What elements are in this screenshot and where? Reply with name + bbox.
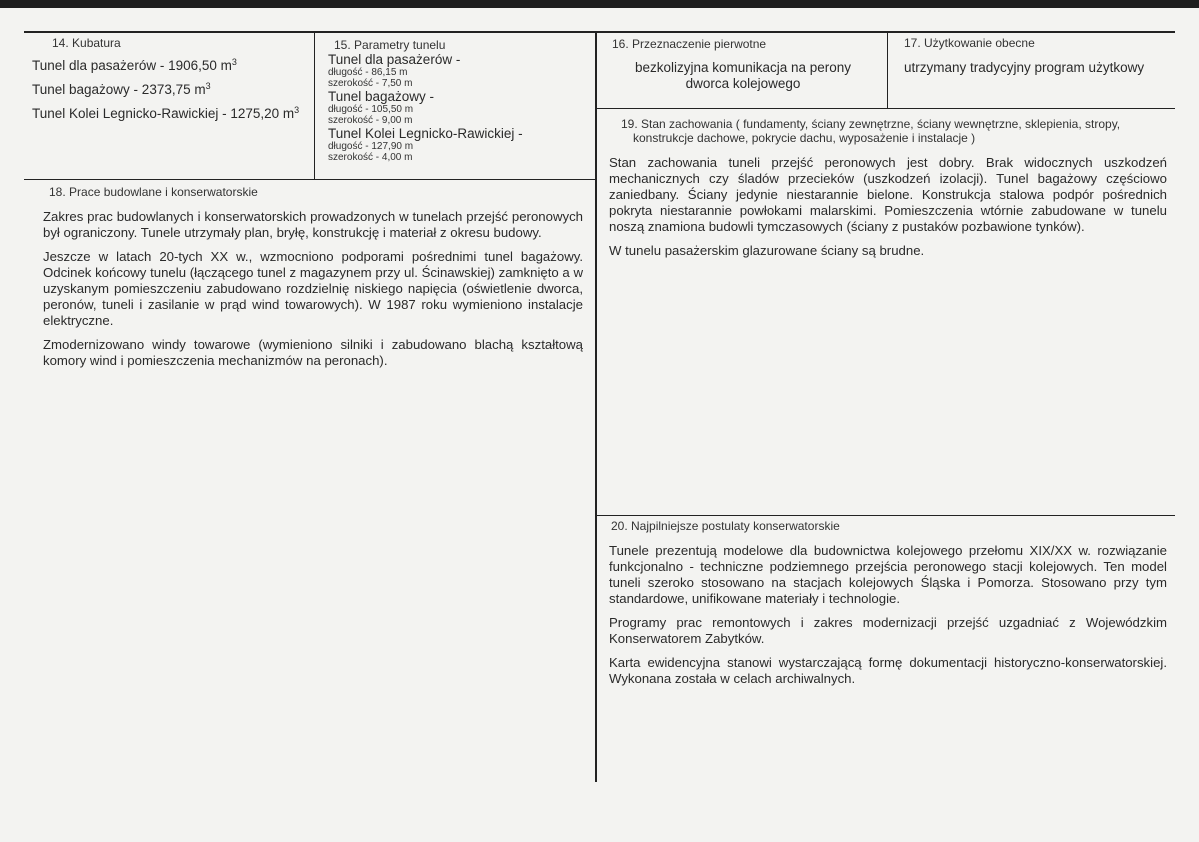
paragraph: Jeszcze w latach 20-tych XX w., wzmocniono podporami pośrednimi tunel bagażowy. Odcinek końcowy tunelu (łączącego tunel z magazynem przy ul. Ścinawskiej) zamknięto a w uzyskanym pomieszczeniu zabudowano rozdzielnię niskiego napięcia (oświetlenie dworca, peronów, tuneli i zasilanie w prąd wind towarowych). W 1987 roku wymieniono instalacje elektryczne.	[43, 249, 583, 328]
paragraph: Karta ewidencyjna stanowi wystarczającą formę dokumentacji historyczno-konserwatorskiej. Wykonana została w celach archiwalnych.	[609, 655, 1167, 686]
center-rule	[595, 31, 597, 782]
tunnel-name: Tunel bagażowy -	[328, 89, 435, 104]
volume-line: Tunel Kolei Legnicko-Rawickiej - 1275,20 $m^3$	[32, 105, 300, 121]
section-19-stan	[609, 117, 1167, 267]
section-heading: 20. Najpilniejsze postulaty konserwatorskie	[611, 519, 840, 533]
scan-top-edge	[0, 0, 1199, 8]
tunnel-name: Tunel Kolei Legnicko-Rawickiej -	[328, 126, 523, 141]
section-18-prace	[43, 185, 583, 377]
section-15-parametry	[328, 38, 594, 163]
section-heading: 18. Prace budowlane i konserwatorskie	[49, 185, 258, 199]
top-rule	[24, 31, 1175, 33]
volume-line: Tunel bagażowy - 2373,75 $m^3$	[32, 81, 211, 97]
section-heading: 16. Przeznaczenie pierwotne	[612, 37, 767, 51]
tunnel-length: długość - 127,90 m	[328, 141, 414, 152]
tunnel-name: Tunel dla pasażerów -	[328, 52, 461, 67]
rule-16-17	[887, 31, 888, 109]
current-use-text: utrzymany tradycyjny program użytkowy	[904, 60, 1145, 75]
rule-below-16-17	[597, 108, 1175, 109]
section-16-przeznaczenie	[612, 37, 884, 92]
section-heading: 19. Stan zachowania ( fundamenty, ściany zewnętrzne, ściany wewnętrzne, sklepienia, stropy, konstrukcje dachowe, pokrycie dachu, wyposażenie i instalacje )	[621, 117, 1121, 145]
section-14-kubatura	[32, 36, 314, 122]
purpose-text: bezkolizyjna komunikacja na perony dworca kolejowego	[634, 60, 852, 91]
section-17-uzytkowanie	[904, 36, 1175, 76]
tunnel-width: szerokość - 7,50 m	[328, 78, 413, 89]
section-heading: 15. Parametry tunelu	[334, 38, 446, 52]
section-20-postulaty	[609, 519, 1167, 695]
paragraph: Programy prac remontowych i zakres modernizacji przejść uzgadniać z Wojewódzkim Konserwatorem Zabytków.	[609, 615, 1167, 646]
volume-line: Tunel dla pasażerów - 1906,50 $m^3$	[32, 57, 237, 73]
rule-below-14-15	[24, 179, 596, 180]
rule-14-15	[314, 33, 315, 180]
paragraph: Tunele prezentują modelowe dla budownictwa kolejowego przełomu XIX/XX w. rozwiązanie funkcjonalno - techniczne podziemnego przejścia peronowego stacji kolejowych. Ten model tuneli szeroko stosowano na stacjach kolejowych Śląska i Pomorza. Stosowano przy tym standardowe, unifikowane materiały i technologie.	[609, 543, 1167, 606]
tunnel-width: szerokość - 9,00 m	[328, 115, 413, 126]
rule-above-20	[597, 515, 1175, 516]
section-heading: 17. Użytkowanie obecne	[904, 36, 1035, 50]
tunnel-length: długość - 86,15 m	[328, 67, 408, 78]
paragraph: Zakres prac budowlanych i konserwatorskich prowadzonych w tunelach przejść peronowych był ograniczony. Tunele utrzymały plan, bryłę, konstrukcję i materiał z okresu budowy.	[43, 209, 583, 240]
paragraph: W tunelu pasażerskim glazurowane ściany są brudne.	[609, 243, 925, 258]
tunnel-width: szerokość - 4,00 m	[328, 152, 413, 163]
paragraph: Stan zachowania tuneli przejść peronowych jest dobry. Brak widocznych uszkodzeń mechanicznych czy śladów przecieków (uszkodzeń izolacji). Tunel bagażowy częściowo zaniedbany. Ściany jedynie niestarannie bielone. Konstrukcja stalowa podpór pośrednich pokryta niestarannie powłokami malarskimi. Pomieszczenia wtórnie zabudowane w tunelu noszą znamiona budowli tymczasowych (ściany z pustaków pozbawione tynków).	[609, 155, 1167, 234]
section-heading: 14. Kubatura	[52, 36, 121, 50]
tunnel-length: długość - 105,50 m	[328, 104, 414, 115]
paragraph: Zmodernizowano windy towarowe (wymieniono silniki i zabudowano blachą kształtową komory wind i pomieszczenia mechanizmów na peronach).	[43, 337, 583, 368]
